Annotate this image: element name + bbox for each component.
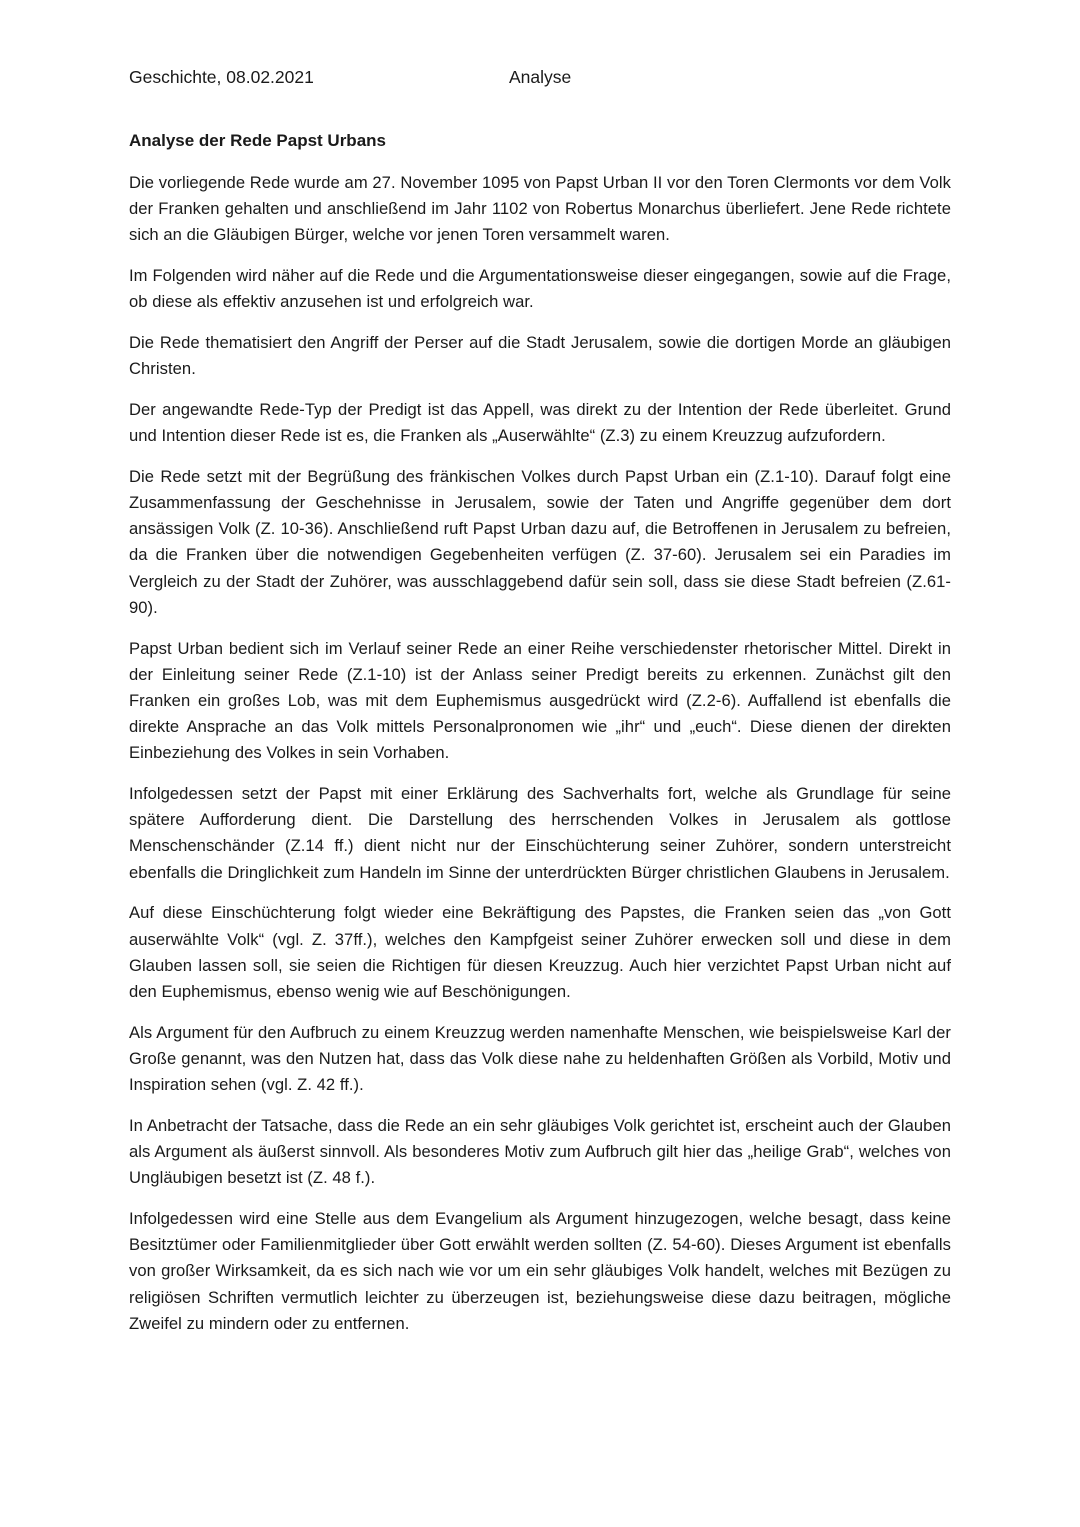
paragraph-1: Die vorliegende Rede wurde am 27. November 1095 von Papst Urban II vor den Toren Clermonts vor dem Volk der Franken gehalten und anschließend im Jahr 1102 von Robertus Monarchus überliefert. Jene Rede richtete sich an die Gläubigen Bürger, welche vor jenen Toren versammelt waren. <box>129 173 951 245</box>
paragraph-10: In Anbetracht der Tatsache, dass die Rede an ein sehr gläubiges Volk gerichtet ist, erscheint auch der Glauben als Argument als äußerst sinnvoll. Als besonderes Motiv zum Aufbruch gilt hier das „heilige Grab“, welches von Ungläubigen besetzt ist (Z. 48 f.). <box>129 1115 951 1188</box>
page-header <box>129 64 951 90</box>
paragraph-9: Als Argument für den Aufbruch zu einem Kreuzzug werden namenhafte Menschen, wie beispielsweise Karl der Große genannt, was den Nutzen hat, dass das Volk diese nahe zu heldenhaften Größen als Vorbild, Motiv und Inspiration sehen (vgl. Z. 42 ff.). <box>129 1022 951 1095</box>
paragraph-5: Die Rede setzt mit der Begrüßung des fränkischen Volkes durch Papst Urban ein (Z.1-10). Darauf folgt eine Zusammenfassung der Geschehnisse in Jerusalem, sowie der Taten und Angriffe gegenüber dem dort ansässigen Volk (Z. 10-36). Anschließend ruft Papst Urban dazu auf, die Betroffenen in Jerusalem zu befreien, da die Franken über die notwendigen Gegebenheiten verfügen (Z. 37-60). Jerusalem sei ein Paradies im Vergleich zu der Stadt der Zuhörer, was ausschlaggebend dafür sein soll, dass sie diese Stadt befreien (Z.61-90). <box>129 466 951 617</box>
paragraph-4: Der angewandte Rede-Typ der Predigt ist das Appell, was direkt zu der Intention der Rede überleitet. Grund und Intention dieser Rede ist es, die Franken als „Auserwählte“ (Z.3) zu einem Kreuzzug aufzufordern. <box>129 399 951 446</box>
header-subject-date: Geschichte, 08.02.2021 <box>129 67 314 87</box>
paragraph-3: Die Rede thematisiert den Angriff der Perser auf die Stadt Jerusalem, sowie die dortigen Morde an gläubigen Christen. <box>129 333 951 379</box>
paragraph-6: Papst Urban bedient sich im Verlauf seiner Rede an einer Reihe verschiedenster rhetorischer Mittel. Direkt in der Einleitung seiner Rede (Z.1-10) ist der Anlass seiner Predigt bereits zu erkennen. Zunächst gilt den Franken ein großes Lob, was mit dem Euphemismus ausgedrückt wird (Z.2-6). Auffallend ist ebenfalls die direkte Ansprache an das Volk mittels Personalpronomen wie „ihr“ und „euch“. Diese dienen der direkten Einbeziehung des Volkes in sein Vorhaben. <box>129 638 951 763</box>
document-body <box>129 128 951 1351</box>
document-title: Analyse der Rede Papst Urbans <box>129 131 386 150</box>
paragraph-8: Auf diese Einschüchterung folgt wieder eine Bekräftigung des Papstes, die Franken seien das „von Gott auserwählte Volk“ (vgl. Z. 37ff.), welches den Kampfgeist seiner Zuhörer erwecken soll und diese in dem Glauben lassen soll, sie seien die Richtigen für diesen Kreuzzug. Auch hier verzichtet Papst Urban nicht auf den Euphemismus, ebenso wenig wie auf Beschönigungen. <box>129 903 951 1001</box>
paragraph-2: Im Folgenden wird näher auf die Rede und die Argumentationsweise dieser eingegangen, sowie auf die Frage, ob diese als effektiv anzusehen ist und erfolgreich war. <box>129 266 951 312</box>
paragraph-11: Infolgedessen wird eine Stelle aus dem Evangelium als Argument hinzugezogen, welche besagt, dass keine Besitztümer oder Familienmitglieder über Gott erwählt werden sollten (Z. 54-60). Dieses Argument ist ebenfalls von großer Wirksamkeit, da es sich nach wie vor um ein sehr gläubiges Volk handelt, welches mit Bezügen zu religiösen Schriften vermutlich leichter zu überzeugen ist, beziehungsweise diese dazu beitragen, mögliche Zweifel zu mindern oder zu entfernen. <box>129 1208 951 1333</box>
paragraph-7: Infolgedessen setzt der Papst mit einer Erklärung des Sachverhalts fort, welche als Grundlage für seine spätere Aufforderung dient. Die Darstellung des herrschenden Volkes in Jerusalem als gottlose Menschenschänder (Z.14 ff.) dient nicht nur der Einschüchterung seiner Zuhörer, sondern unterstreicht ebenfalls die Dringlichkeit zum Handeln im Sinne der unterdrückten Bürger christlichen Glaubens in Jerusalem. <box>129 784 951 882</box>
header-document-type: Analyse <box>509 67 572 87</box>
